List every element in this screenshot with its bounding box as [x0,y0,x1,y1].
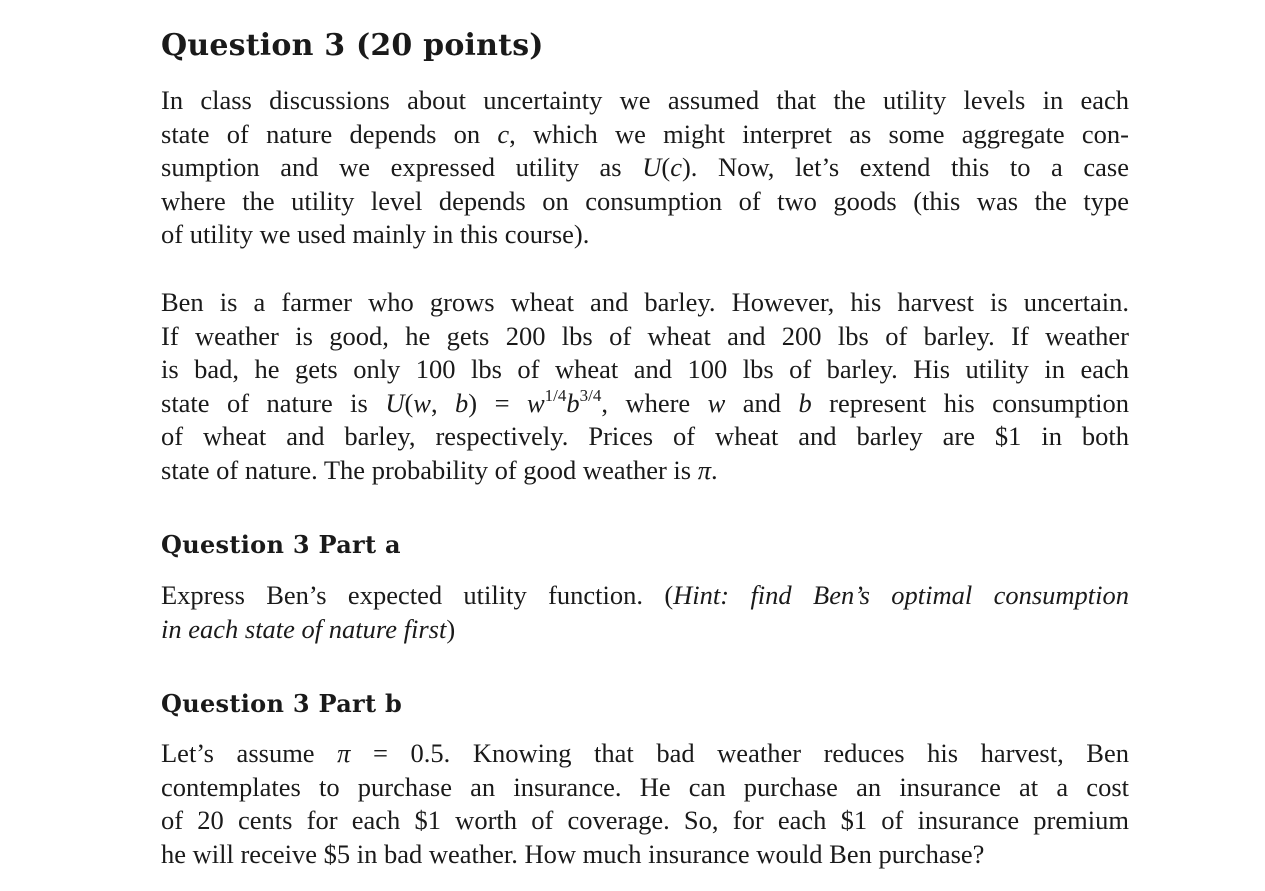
setup-line: Ben is a farmer who grows wheat and barley. However, his harvest is uncertain. [161,287,1129,317]
intro-paragraph [161,84,1129,252]
part-a-line: Express Ben’s expected utility function. (Hint: find Ben’s optimal consumption [161,580,1130,610]
setup-line: If weather is good, he gets 200 lbs of wheat and 200 lbs of barley. If weather [161,320,1129,351]
part-b-line: contemplates to purchase an insurance. He can purchase an insurance at a cost [161,771,1129,802]
part-b-line: he will receive $5 in bad weather. How much insurance would Ben purchase? [161,838,985,869]
intro-line: of utility we used mainly in this course). [161,219,590,250]
part-a-paragraph [161,579,1129,646]
setup-paragraph [161,286,1129,488]
part-a-line: in each state of nature first) [161,613,456,644]
part-b-heading: Question 3 Part b [161,689,403,718]
setup-line: state of nature is U(w, $b) = w^{1/4}b^{3/4}$, where w and b represent his consumption [161,385,1129,418]
question-title: Question 3 (20 points) [161,28,544,63]
setup-line: state of nature. The probability of good weather is π. [161,454,718,485]
intro-line: where the utility level depends on consumption of two goods (this was the type [161,185,1129,216]
part-b-line: Let’s assume π = 0.5. Knowing that bad weather reduces his harvest, Ben [161,738,1129,768]
setup-line: of wheat and barley, respectively. Prices of wheat and barley are $1 in both [161,421,1129,452]
intro-line: In class discussions about uncertainty we assumed that the utility levels in each [161,85,1129,115]
part-b-line: of 20 cents for each $1 worth of coverage. So, for each $1 of insurance premium [161,805,1129,836]
setup-line: is bad, he gets only 100 lbs of wheat and 100 lbs of barley. His utility in each [161,354,1129,385]
part-b-paragraph [161,737,1129,871]
intro-line: state of nature depends on c, which we might interpret as some aggregate con- [161,118,1130,149]
part-a-heading: Question 3 Part a [161,530,401,559]
intro-line: sumption and we expressed utility as U(c). Now, let’s extend this to a case [161,152,1129,183]
